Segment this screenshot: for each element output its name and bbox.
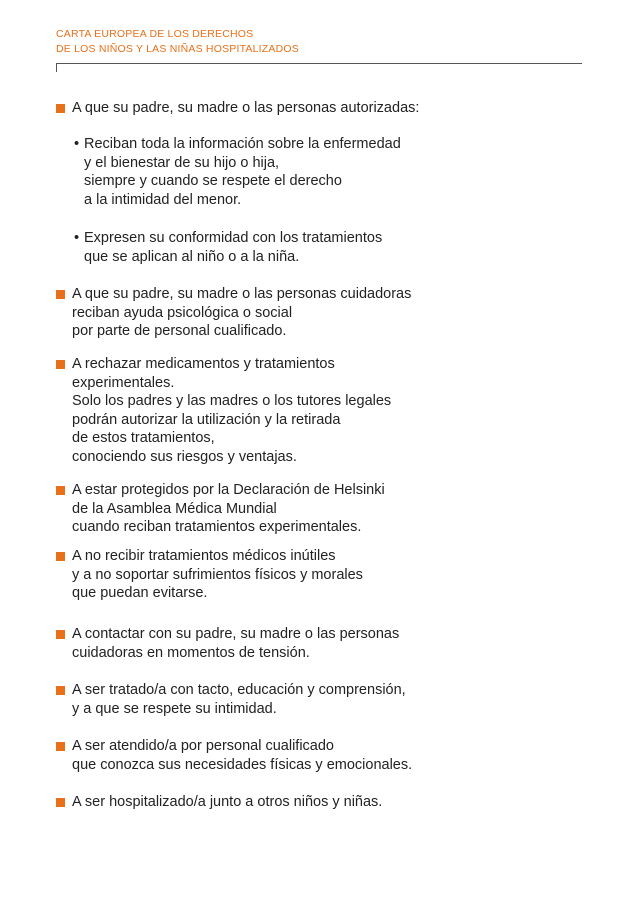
rights-item-line: que puedan evitarse.	[72, 585, 208, 601]
round-bullet-icon: •	[74, 230, 80, 246]
document-header	[56, 27, 299, 57]
rights-subitem-line: que se aplican al niño o a la niña.	[84, 248, 300, 265]
rights-item-line: de la Asamblea Médica Mundial	[72, 500, 277, 517]
rights-item	[56, 355, 391, 466]
rights-item-line: podrán autorizar la utilización y la retirada	[72, 411, 341, 428]
rights-item-line: A rechazar medicamentos y tratamientos	[72, 356, 335, 372]
rights-subitem-line: Expresen su conformidad con los tratamientos	[84, 230, 383, 246]
rights-item-line: de estos tratamientos,	[72, 430, 215, 446]
square-bullet-icon	[56, 742, 65, 751]
header-rule	[56, 63, 582, 64]
header-line-2: DE LOS NIÑOS Y LAS NIÑAS HOSPITALIZADOS	[56, 43, 299, 55]
rights-item	[56, 547, 363, 603]
square-bullet-icon	[56, 552, 65, 561]
rights-item-line: A contactar con su padre, su madre o las personas	[72, 626, 400, 642]
rights-item-line: A que su padre, su madre o las personas cuidadoras	[72, 286, 412, 302]
square-bullet-icon	[56, 630, 65, 639]
rights-item	[56, 481, 385, 537]
rights-item-line: A ser atendido/a por personal cualificado	[72, 738, 334, 754]
square-bullet-icon	[56, 686, 65, 695]
rights-item-line: Solo los padres y las madres o los tutores legales	[72, 393, 392, 409]
rights-subitem	[72, 229, 382, 266]
square-bullet-icon	[56, 290, 65, 299]
rights-item-line: A ser hospitalizado/a junto a otros niños y niñas.	[72, 794, 383, 810]
rights-item-line: que conozca sus necesidades físicas y emocionales.	[72, 756, 413, 773]
rights-item	[56, 625, 399, 662]
rights-item-line: experimentales.	[72, 374, 175, 391]
rights-subitem-line: a la intimidad del menor.	[84, 191, 242, 208]
rights-item-line: y a no soportar sufrimientos físicos y morales	[72, 566, 363, 583]
square-bullet-icon	[56, 360, 65, 369]
rights-item	[56, 285, 411, 341]
rights-item-line: y a que se respete su intimidad.	[72, 700, 277, 717]
rights-subitem-line: y el bienestar de su hijo o hija,	[84, 154, 280, 171]
rights-item	[56, 793, 382, 812]
rights-item-line: conociendo sus riesgos y ventajas.	[72, 448, 297, 465]
round-bullet-icon: •	[74, 136, 80, 152]
rights-item-line: reciban ayuda psicológica o social	[72, 304, 293, 321]
rights-item-line: cuidadoras en momentos de tensión.	[72, 644, 310, 661]
rights-subitem-line: Reciban toda la información sobre la enfermedad	[84, 136, 401, 152]
rights-subitem-line: siempre y cuando se respete el derecho	[84, 173, 342, 189]
rights-item	[56, 99, 420, 265]
rights-item-line: A estar protegidos por la Declaración de Helsinki	[72, 482, 385, 498]
rights-item-line: A no recibir tratamientos médicos inútiles	[72, 548, 336, 564]
rights-item-line: cuando reciban tratamientos experimentales.	[72, 519, 362, 535]
rights-item	[56, 737, 412, 774]
header-rule-tick	[56, 63, 57, 72]
square-bullet-icon	[56, 486, 65, 495]
rights-item-line: A ser tratado/a con tacto, educación y comprensión,	[72, 682, 406, 698]
square-bullet-icon	[56, 104, 65, 113]
rights-item	[56, 681, 406, 718]
rights-item-line: por parte de personal cualificado.	[72, 323, 287, 339]
rights-subitem	[72, 135, 401, 209]
square-bullet-icon	[56, 798, 65, 807]
header-line-1: CARTA EUROPEA DE LOS DERECHOS	[56, 28, 254, 40]
rights-item-line: A que su padre, su madre o las personas autorizadas:	[72, 100, 420, 116]
